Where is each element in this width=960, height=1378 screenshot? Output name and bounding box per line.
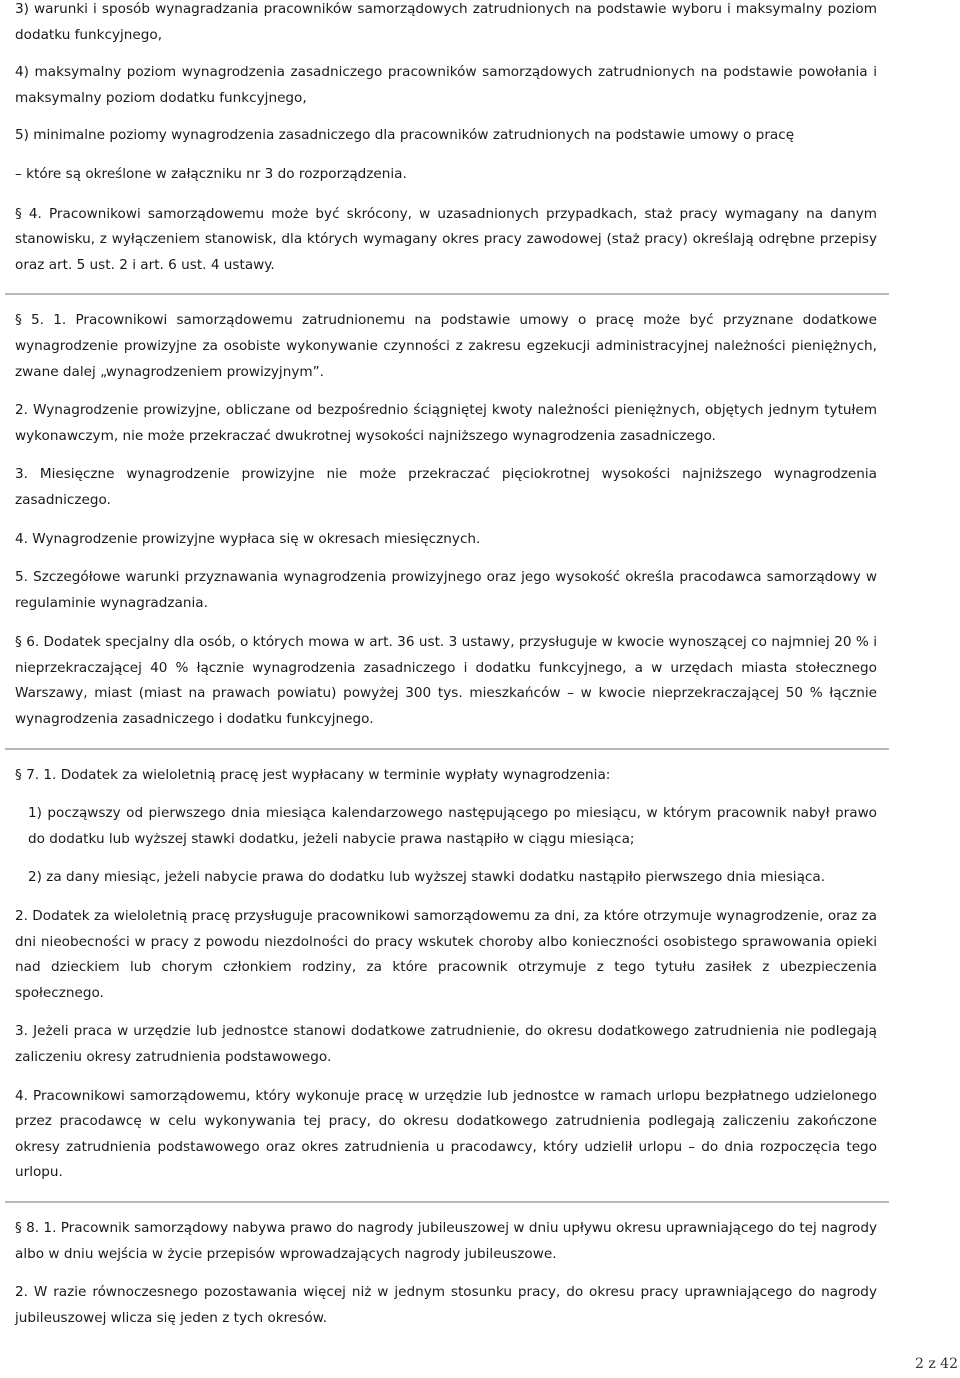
- section-5-item-5: 5. Szczegółowe warunki przyznawania wynagrodzenia prowizyjnego oraz jego wysokość określa pracodawca samorządowy w regulaminie wynagradzania.: [15, 569, 877, 611]
- list-item-5: 5) minimalne poziomy wynagrodzenia zasadniczego dla pracowników zatrudnionych na podstawie umowy o pracę: [15, 127, 795, 144]
- section-7-item-3: 3. Jeżeli praca w urzędzie lub jednostce stanowi dodatkowe zatrudnienie, do okresu dodatkowego zatrudnienia nie podlegają zaliczeniu okresy zatrudnienia podstawowego.: [15, 1023, 877, 1065]
- section-5-item-2: 2. Wynagrodzenie prowizyjne, obliczane od bezpośrednio ściągniętej kwoty należności pieniężnych, objętych jednym tytułem wykonawczym, nie może przekraczać dwukrotnej wysokości najniższego wynagrodzenia zasadniczego.: [15, 402, 877, 444]
- list-item-4: 4) maksymalny poziom wynagrodzenia zasadniczego pracowników samorządowych zatrudnionych na podstawie powołania i maksymalny poziom dodatku funkcyjnego,: [15, 64, 877, 106]
- document-page: [15, 0, 877, 1331]
- section-7-item-1-point-1: 1) począwszy od pierwszego dnia miesiąca kalendarzowego następującego po miesiącu, w którym pracownik nabył prawo do dodatku lub wyższej stawki dodatku, jeżeli nabycie prawa nastąpiło w ciągu miesiąca;: [28, 805, 877, 847]
- section-6: § 6. Dodatek specjalny dla osób, o których mowa w art. 36 ust. 3 ustawy, przysługuje w kwocie wynoszącej co najmniej 20 % i nieprzekraczającej 40 % łącznie wynagrodzenia zasadniczego i dodatku funkcyjnego, a w urzędach miasta stołecznego Warszawy, miast (miast na prawach powiatu) powyżej 300 tys. mieszkańców – w kwocie nieprzekraczającej 50 % łącznie wynagrodzenia zasadniczego i dodatku funkcyjnego.: [15, 634, 877, 728]
- section-7-item-4: 4. Pracownikowi samorządowemu, który wykonuje pracę w urzędzie lub jednostce w ramach urlopu bezpłatnego udzielonego przez pracodawcę w celu wykonywania tej pracy, do okresu dodatkowego zatrudnienia podlegają zaliczeniu zakończone okresy zatrudnienia podstawowego oraz okres zatrudnienia u pracodawcy, który udzielił urlopu – do dnia rozpoczęcia tego urlopu.: [15, 1087, 877, 1181]
- section-8-item-2: 2. W razie równoczesnego pozostawania więcej niż w jednym stosunku pracy, do okresu pracy uprawniającego do nagrody jubileuszowej wlicza się jeden z tych okresów.: [15, 1284, 877, 1326]
- section-5-item-3: 3. Miesięczne wynagrodzenie prowizyjne nie może przekraczać pięciokrotnej wysokości najniższego wynagrodzenia zasadniczego.: [15, 466, 877, 508]
- section-5-item-1: § 5. 1. Pracownikowi samorządowemu zatrudnionemu na podstawie umowy o pracę może być przyznane dodatkowe wynagrodzenie prowizyjne za osobiste wykonywanie czynności z zakresu egzekucji administracyjnej należności pieniężnych, zwane dalej „wynagrodzeniem prowizyjnym”.: [15, 312, 877, 380]
- list-closing-line: – które są określone w załączniku nr 3 do rozporządzenia.: [15, 165, 407, 182]
- list-item-3: 3) warunki i sposób wynagradzania pracowników samorządowych zatrudnionych na podstawie wyboru i maksymalny poziom dodatku funkcyjnego,: [15, 1, 877, 43]
- page-number: 2 z 42: [915, 1356, 958, 1372]
- section-8-item-1: § 8. 1. Pracownik samorządowy nabywa prawo do nagrody jubileuszowej w dniu upływu okresu uprawniającego do tej nagrody albo w dniu wejścia w życie przepisów wprowadzających nagrody jubileuszowe.: [15, 1219, 877, 1262]
- section-4: § 4. Pracownikowi samorządowemu może być skrócony, w uzasadnionych przypadkach, staż pracy wymagany na danym stanowisku, z wyłączeniem stanowisk, dla których wymagany okres pracy zawodowej (staż pracy) określają odrębne przepisy oraz art. 5 ust. 2 i art. 6 ust. 4 ustawy.: [15, 205, 877, 273]
- section-7-item-2: 2. Dodatek za wieloletnią pracę przysługuje pracownikowi samorządowemu za dni, za które otrzymuje wynagrodzenie, oraz za dni nieobecności w pracy z powodu niezdolności do pracy wskutek choroby albo konieczności osobistego sprawowania opieki nad dzieckiem lub chorym członkiem rodziny, za które pracownik otrzymuje z tego tytułu zasiłek z ubezpieczenia społecznego.: [15, 908, 877, 1001]
- section-7-item-1: § 7. 1. Dodatek za wieloletnią pracę jest wypłacany w terminie wypłaty wynagrodzenia:: [15, 766, 611, 783]
- section-divider: [5, 293, 889, 295]
- section-5-item-4: 4. Wynagrodzenie prowizyjne wypłaca się w okresach miesięcznych.: [15, 530, 481, 547]
- section-7-item-1-point-2: 2) za dany miesiąc, jeżeli nabycie prawa do dodatku lub wyższej stawki dodatku nastąpiło pierwszego dnia miesiąca.: [28, 869, 826, 886]
- section-divider: [5, 1201, 889, 1203]
- section-divider: [5, 748, 889, 750]
